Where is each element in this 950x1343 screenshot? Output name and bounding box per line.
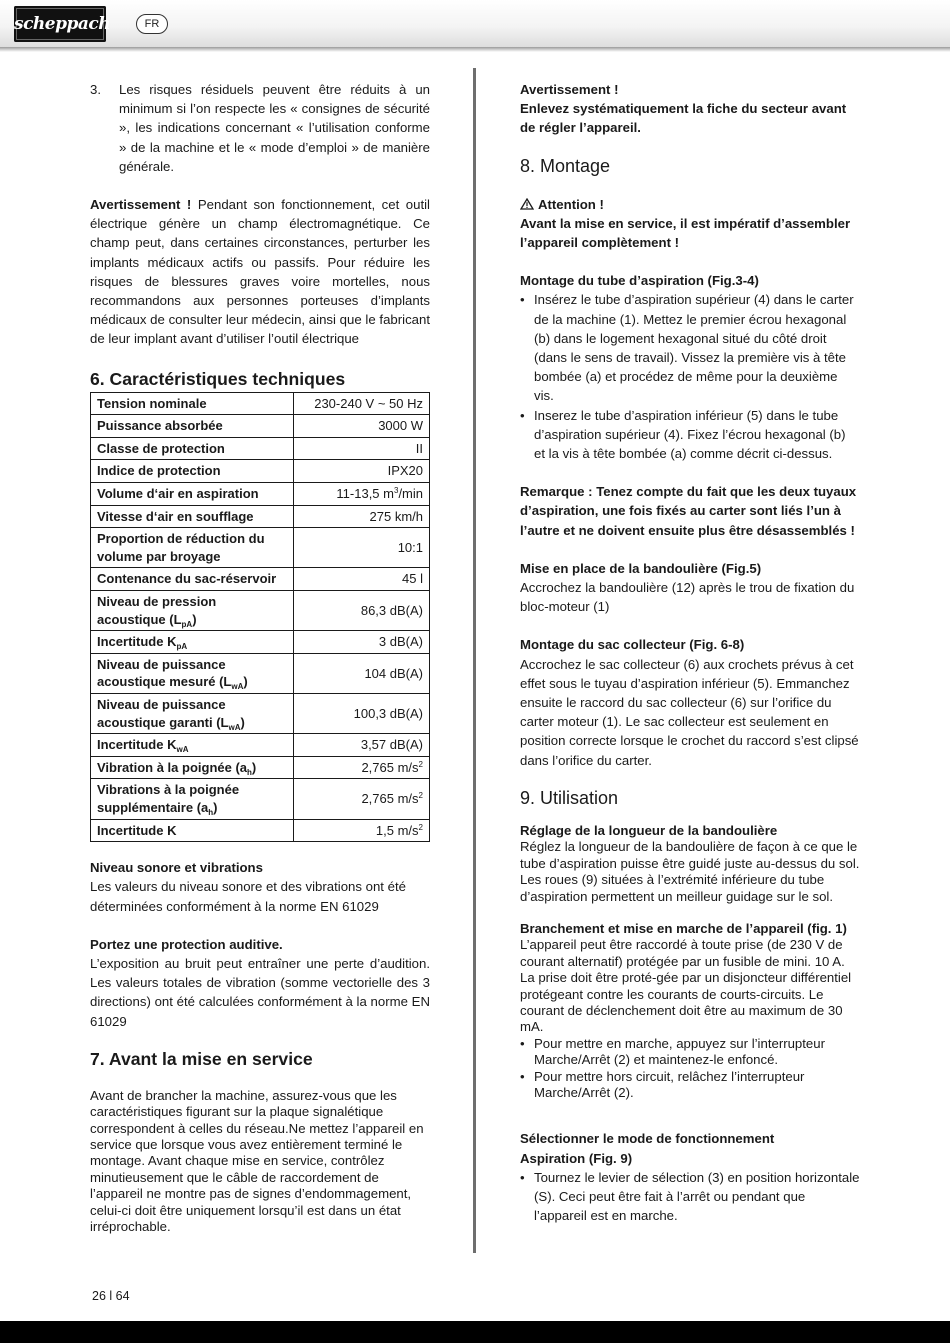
key-close: ) (213, 799, 218, 815)
footer-bar (0, 1321, 950, 1343)
connection-text: L’appareil peut être raccordé à toute prise (de 230 V de courant alternatif) protégée par un fusible de mini. 10 A. La prise doit être proté-gée par un disjoncteur différentiel protégeant contre les courants de courts-circuits. Le courant de déclenchement doit être au maximum de 30 mA. (520, 937, 852, 1035)
table-row (91, 693, 430, 733)
noise-text: Les valeurs du niveau sonore et des vibrations ont été déterminées conformément à la norme EN 61029 (90, 879, 406, 914)
mode-steps (520, 1168, 860, 1226)
table-row (91, 779, 430, 819)
spec-value: 275 km/h (294, 505, 430, 528)
table-row (91, 392, 430, 415)
spec-value: 86,3 dB(A) (294, 590, 430, 630)
section-8-title: 8. Montage (520, 155, 611, 176)
spec-key: Tension nominale (91, 392, 294, 415)
spec-value: 104 dB(A) (294, 653, 430, 693)
spec-key: Volume d‘air en aspiration (91, 483, 294, 506)
mode-title: Sélectionner le mode de fonctionnement (520, 1131, 775, 1147)
spec-value: 230-240 V ~ 50 Hz (294, 392, 430, 415)
spec-key (91, 756, 294, 779)
list-item: • Inserez le tube d’aspiration inférieur (5) dans le tube d’aspiration supérieur (4). Fixez l’écrou hexagonal (b) et la vis à tête bombée (a) comme décrit ci-dessus. (520, 406, 860, 464)
warning-label: Avertissement ! (90, 197, 192, 213)
connection-steps (520, 1036, 860, 1102)
spec-key: Puissance absorbée (91, 415, 294, 438)
section-6-title: 6. Caractéristiques techniques (90, 368, 346, 389)
value-unit: /min (398, 486, 423, 502)
remark: Remarque : Tenez compte du fait que les deux tuyaux d’aspiration, une fois fixés au carter sont liés l’un à l’autre et ne doivent ensuite plus être désassemblés ! (520, 484, 857, 538)
bag-title: Montage du sac collecteur (Fig. 6-8) (520, 637, 745, 653)
spec-value (294, 779, 430, 819)
spec-value (294, 756, 430, 779)
connection-title: Branchement et mise en marche de l’appareil (fig. 1) (520, 920, 847, 936)
spec-key: Contenance du sac-réservoir (91, 568, 294, 591)
key-sub: pA (176, 642, 188, 652)
bag-text: Accrochez le sac collecteur (6) aux crochets prévus à cet effet sous le tuyau d’aspiration inférieur (5). Emmanchez ensuite le raccord du sac collecteur (6) sur l’orifice du carter moteur (1). Le sac collecteur est seulement en position correcte lorsque le crochet du raccord s’est clipsé dans l’orifice du carter. (520, 656, 859, 768)
table-row (91, 505, 430, 528)
spec-value (294, 819, 430, 842)
key-close: ) (192, 611, 197, 627)
key-text: Vibration à la poignée (a (97, 759, 248, 775)
table-row (91, 756, 430, 779)
left-column (90, 80, 430, 1235)
spec-value: 3,57 dB(A) (294, 734, 430, 757)
key-sub: wA (228, 722, 241, 732)
attention-text: Avant la mise en service, il est impératif d’assembler l’appareil complètement ! (520, 215, 851, 251)
table-row (91, 460, 430, 483)
adjust-text: Réglez la longueur de la bandoulière de façon à ce que le tube d’aspiration puisse être guidé juste au-dessus du sol. Les roues (9) situées à l’extrémité inférieure du tube d’aspiration permettent un meilleur guidage sur le sol. (520, 839, 860, 904)
spec-key (91, 631, 294, 654)
spec-value: IPX20 (294, 460, 430, 483)
table-row (91, 590, 430, 630)
tube-steps (520, 290, 860, 463)
spec-key: Vitesse d‘air en soufflage (91, 505, 294, 528)
value-text: 2,765 m/s (361, 759, 419, 775)
item-text: Les risques résiduels peuvent être réduits à un minimum si l’on respecte les « consignes de sécurité », les indications concernant « l’utilisation conforme » de la machine et le « mode d’emploi » de manière générale. (119, 82, 430, 174)
table-row (91, 734, 430, 757)
key-sub: h (208, 807, 214, 817)
spec-value: 10:1 (294, 528, 430, 568)
key-close: ) (251, 759, 257, 775)
table-row (91, 819, 430, 842)
spec-key (91, 590, 294, 630)
table-row (91, 437, 430, 460)
value-sup: 2 (418, 822, 423, 832)
table-row (91, 653, 430, 693)
ear-protection-text: L’exposition au bruit peut entraîner une perte d’audition. Les valeurs totales de vibration (somme vectorielle des 3 directions) ont été calculées conformément à la norme EN 61029 (90, 955, 430, 1029)
header-divider (0, 47, 950, 52)
strap-title: Mise en place de la bandoulière (Fig.5) (520, 560, 762, 576)
spec-key: Proportion de réduction du volume par broyage (91, 528, 294, 568)
spec-key (91, 779, 294, 819)
emf-warning (90, 195, 430, 349)
value-text: 1,5 m/s (375, 822, 419, 838)
value-sup: 2 (418, 759, 423, 769)
spec-key (91, 653, 294, 693)
section-9-title: 9. Utilisation (520, 787, 619, 808)
table-row (91, 568, 430, 591)
spec-table (90, 392, 430, 842)
warning-triangle-icon (520, 198, 534, 210)
spec-value: 3000 W (294, 415, 430, 438)
key-close: ) (243, 674, 248, 690)
key-text: Vibrations à la poignée supplémentaire (a (97, 782, 240, 815)
table-row (91, 415, 430, 438)
spec-value: II (294, 437, 430, 460)
key-text: Niveau de puissance acoustique mesuré (L (97, 656, 232, 690)
section-7-text: Avant de brancher la machine, assurez-vous que les caractéristiques figurant sur la plaque signalétique correspondent à celles du réseau.Ne mettez l’appareil en service que lorsque vous avez entièrement terminé le montage. Avant chaque mise en service, contrôlez minutieusement que le câble de raccordement de l’appareil ne montre pas de signes d’endommagement, celui-ci doit être uniquement lorsqu’il est dans un état irréprochable. (90, 1087, 424, 1234)
section-7-title: 7. Avant la mise en service (90, 1048, 313, 1069)
spec-value: 100,3 dB(A) (294, 693, 430, 733)
key-text: Incertitude K (97, 737, 177, 753)
brand-logo: scheppach (14, 6, 106, 42)
language-badge: FR (136, 14, 168, 34)
value-text: 11-13,5 m (336, 486, 394, 502)
key-close: ) (240, 714, 245, 730)
warning-title: Avertissement ! (520, 82, 619, 97)
key-text: Niveau de puissance acoustique garanti (L (97, 696, 229, 730)
numbered-item-3 (90, 80, 430, 176)
key-sub: wA (231, 682, 244, 692)
list-item: • Tournez le levier de sélection (3) en position horizontale (S). Ceci peut être fait à l’arrêt ou pendant que l’appareil est en marche. (520, 1168, 860, 1226)
tube-title: Montage du tube d’aspiration (Fig.3-4) (520, 273, 759, 289)
strap-text: Accrochez la bandoulière (12) après le trou de fixation du bloc-moteur (1) (520, 580, 855, 615)
value-sup: 3 (393, 486, 399, 496)
spec-key: Incertitude K (91, 819, 294, 842)
list-item: • Pour mettre en marche, appuyez sur l’interrupteur Marche/Arrêt (2) et maintenez-le enfoncé. (520, 1036, 860, 1069)
mode-subtitle: Aspiration (Fig. 9) (520, 1150, 633, 1166)
key-sub: pA (181, 619, 193, 629)
spec-key (91, 693, 294, 733)
spec-value: 3 dB(A) (294, 631, 430, 654)
key-sub: h (247, 767, 252, 777)
column-divider (473, 68, 476, 1253)
table-row (91, 528, 430, 568)
table-row (91, 483, 430, 506)
spec-key: Indice de protection (91, 460, 294, 483)
adjust-title: Réglage de la longueur de la bandoulière (520, 822, 778, 838)
list-item: • Insérez le tube d’aspiration supérieur (4) dans le carter de la machine (1). Mettez le premier écrou hexagonal (b) dans le logement hexagonal situé du côté droit (dans le sens de travail). Vissez la première vis à tête bombée (a) et procédez de même pour la deuxième vis. (520, 290, 860, 405)
item-number: 3. (90, 82, 101, 97)
spec-key: Classe de protection (91, 437, 294, 460)
spec-value: 45 l (294, 568, 430, 591)
page-number: 26 l 64 (92, 1289, 130, 1303)
warning-text: Pendant son fonctionnement, cet outil électrique génère un champ électromagnétique. Ce champ peut, dans certaines circonstances, perturber les implants médicaux actifs ou passifs. Pour réduire les risques de blessures graves voire mortelles, nous recommandons aux personnes porteuses d’implants médicaux de consulter leur médecin, ainsi que le fabricant de leur implant avant d’utiliser l’outil électrique (90, 197, 430, 347)
warning-text: Enlevez systématiquement la fiche du secteur avant de régler l’appareil. (520, 101, 847, 136)
key-text: Niveau de pression acoustique (L (97, 593, 217, 627)
spec-key (91, 734, 294, 757)
key-sub: wA (176, 745, 189, 755)
ear-protection-title: Portez une protection auditive. (90, 936, 283, 952)
key-text: Incertitude K (97, 634, 177, 650)
value-sup: 2 (418, 791, 423, 801)
spec-value (294, 483, 430, 506)
page-header (0, 0, 950, 48)
noise-title: Niveau sonore et vibrations (90, 860, 263, 876)
list-item: • Pour mettre hors circuit, relâchez l’interrupteur Marche/Arrêt (2). (520, 1069, 860, 1102)
right-column (520, 80, 860, 1225)
value-text: 2,765 m/s (361, 791, 419, 807)
attention-label: Attention ! (538, 196, 604, 212)
attention-title (520, 195, 860, 214)
table-row (91, 631, 430, 654)
